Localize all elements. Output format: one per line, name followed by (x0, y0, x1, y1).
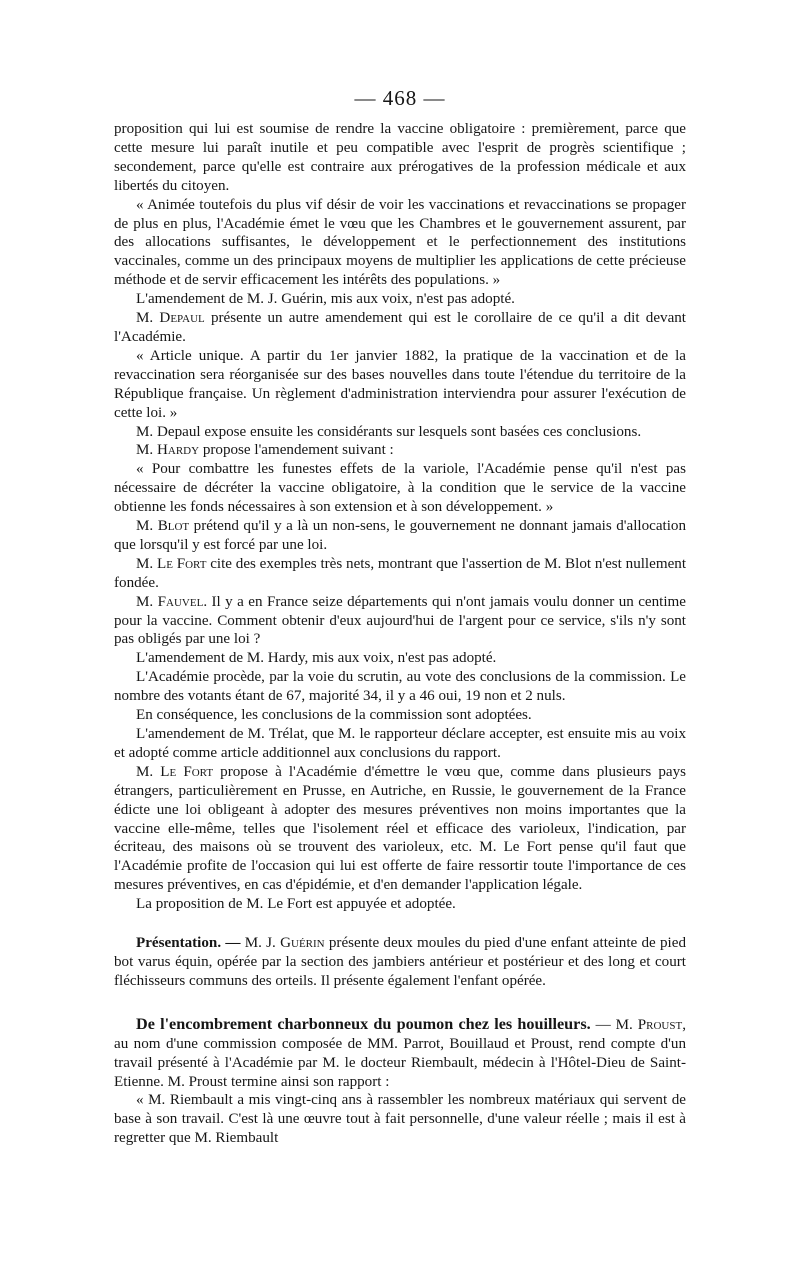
text-run: M. (136, 442, 157, 459)
text-run: — M. (590, 1016, 638, 1033)
paragraph-hardy-vote: L'amendement de M. Hardy, mis aux voix, n'est pas adopté. (136, 650, 497, 667)
paragraph-guerin-vote: L'amendement de M. J. Guérin, mis aux voix, n'est pas adopté. (136, 291, 515, 308)
text-run: , au nom d'une commission composée de MM. Parrot, Bouillaud et Proust, rend compte d'un travail présenté à l'Académie par M. le docteur Riembault, médecin à l'Hôtel-Dieu de Saint-Etienne. M. Proust termine ainsi son rapport : (114, 1016, 686, 1090)
paragraph-article-unique: « Article unique. A partir du 1er janvier 1882, la pratique de la vaccination et de la revaccination sera réorganisée sur des bases nouvelles dans toute l'étendue du territoire de la République française. Un règlement d'administration interviendra pour assurer l'exécution de cette loi. » (114, 347, 686, 421)
text-run: présente deux moules du pied d'une enfant atteinte de pied bot varus équin, opérée par la section des jambiers antérieur et postérieur et des long et court fléchisseurs communs des orteils. Il présente également l'enfant opérée. (114, 935, 686, 989)
text-run: M. (136, 593, 158, 610)
text-run: M. J. (240, 935, 281, 952)
paragraph-continuation: proposition qui lui est soumise de rendre la vaccine obligatoire : premièrement, parce que cette mesure lui paraît inutile et peu compatible avec l'esprit de progrès scientifique ; secondement, parce qu'elle est contraire aux prérogatives de la profession médicale et aux libertés du citoyen. (114, 121, 686, 194)
speaker-name: Fauvel (157, 593, 204, 610)
paragraph-conclusions: En conséquence, les conclusions de la commission sont adoptées. (136, 707, 532, 724)
section-heading: De l'encombrement charbonneux du poumon chez les houilleurs. (136, 1014, 591, 1033)
paragraph-le-fort-cite (114, 555, 686, 593)
speaker-name: Proust (637, 1016, 683, 1033)
text-run: prétend qu'il y a là un non-sens, le gouvernement ne donnant jamais d'allocation que lorsqu'il y est forcé par une loi. (114, 518, 687, 553)
paragraph-riembault: « M. Riembault a mis vingt-cinq ans à rassembler les nombreux matériaux qui servent de base à son travail. C'est là une œuvre tout à fait personnelle, d'une valeur réelle ; mais il est à regretter que M. Riembault (114, 1092, 686, 1147)
paragraph-hardy (114, 441, 686, 460)
text-run: M. (136, 518, 158, 535)
text-run: M. (136, 310, 160, 327)
paragraph-depaul-expose: M. Depaul expose ensuite les considérants sur lesquels sont basées ces conclusions. (136, 423, 642, 440)
text-run: propose l'amendement suivant : (199, 442, 394, 459)
text-run: présente un autre amendement qui est le corollaire de ce qu'il a dit devant l'Académie. (114, 310, 687, 345)
text-run: cite des exemples très nets, montrant que l'assertion de M. Blot n'est nullement fondée. (114, 555, 687, 591)
text-run: M. (136, 555, 157, 572)
paragraph-encombrement (114, 1015, 686, 1092)
speaker-name: Hardy (156, 442, 200, 459)
paragraph-le-fort-voeu (114, 763, 686, 895)
paragraph-scrutin: L'Académie procède, par la voie du scrutin, au vote des conclusions de la commission. Le nombre des votants étant de 67, majorité 34, il y a 46 oui, 19 non et 2 nuls. (114, 669, 686, 705)
paragraph-le-fort-adopted: La proposition de M. Le Fort est appuyée et adoptée. (136, 896, 456, 913)
speaker-name: Le Fort (156, 555, 207, 572)
paragraph-hardy-quote: « Pour combattre les funestes effets de la variole, l'Académie pense qu'il n'est pas nécessaire de décréter la vaccine obligatoire, à la condition que le service de la vaccine obtienne les fonds nécessaires à son extension et à son développement. » (114, 461, 686, 516)
speaker-name: Blot (157, 518, 190, 535)
speaker-name: Guérin (280, 935, 325, 952)
text-run: . Il y a en France seize départements qui n'ont jamais voulu donner un centime pour la vaccine. Comment obtenir d'eux aujourd'hui de l'argent pour ce service, s'ils n'y sont pas obligés par une loi ? (114, 593, 686, 648)
section-gap (114, 914, 686, 934)
speaker-name: Le Fort (160, 763, 214, 780)
speaker-name: Depaul (159, 310, 205, 327)
text-run: propose à l'Académie d'émettre le vœu que, comme dans plusieurs pays étrangers, particulièrement en Prusse, en Autriche, en Russie, le gouvernement de la France édicte une loi obligeant à adopter des mesures préventives non moins importantes que la vaccine elle-même, telles que l'isolement réel et efficace des varioleux, l'indication, par écriteau, des maisons où se trouvent des varioleux, etc. M. Le Fort pense qu'il faut que l'Académie profite de l'occasion qui lui est offerte de faire ressortir toute l'importance de ces mesures préventives, en cas d'épidémie, et d'en demander l'application légale. (114, 763, 686, 894)
paragraph-blot (114, 517, 686, 555)
section-gap (114, 991, 686, 1015)
section-heading: Présentation. — (136, 935, 241, 952)
paragraph-fauvel (114, 593, 686, 650)
paragraph-presentation (114, 934, 686, 991)
text-run: M. (136, 763, 161, 780)
page-number: — 468 — (354, 86, 446, 110)
page-body (114, 120, 686, 1148)
paragraph-quote-animee: « Animée toutefois du plus vif désir de voir les vaccinations et revaccinations se propager de plus en plus, l'Académie émet le vœu que les Chambres et le gouvernement assurent, par des allocations suffisantes, le développement et le perfectionnement des institutions vaccinales, comme un des principaux moyens de multiplier les applications de cette précieuse méthode et de servir efficacement les intérêts des populations. » (114, 196, 686, 289)
paragraph-trelat: L'amendement de M. Trélat, que M. le rapporteur déclare accepter, est ensuite mis au voix et adopté comme article additionnel aux conclusions du rapport. (114, 726, 686, 761)
paragraph-depaul (114, 309, 686, 347)
